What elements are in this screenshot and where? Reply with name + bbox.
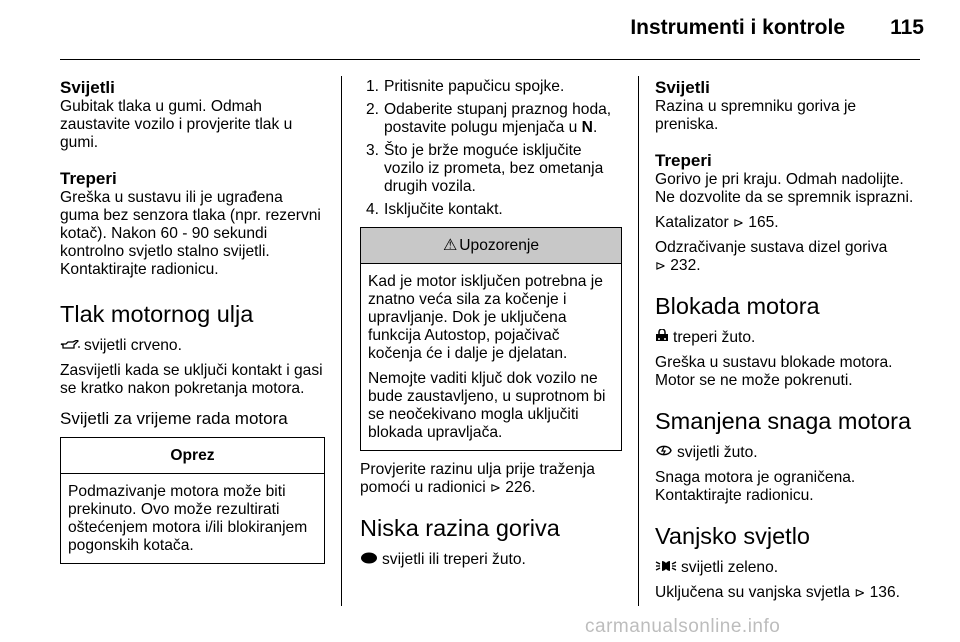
section-title-low-fuel: Niska razina goriva [360, 515, 560, 541]
immobilizer-status: treperi žuto. [673, 329, 756, 346]
warning-box [360, 227, 622, 451]
subheading-svijetli: Svijetli [60, 78, 115, 97]
column-divider [638, 76, 639, 606]
paragraph: Zasvijetli kada se uključi kontakt i gasi se kratko nakon pokretanja motora. [60, 362, 323, 397]
paragraph: Gorivo je pri kraju. Odmah nadolijte. Ne dozvolite da se spremnik isprazni. [655, 171, 914, 206]
section-title-exterior-lights: Vanjsko svjetlo [655, 523, 810, 549]
subheading-svijetli: Svijetli [655, 78, 710, 97]
column-left [60, 78, 325, 574]
page-ref-arrow-icon: ⊳ [854, 585, 866, 600]
page-title: Instrumenti i kontrole [630, 16, 845, 39]
column-divider [341, 76, 342, 606]
paragraph [655, 558, 920, 577]
page-ref-arrow-icon: ⊳ [490, 480, 501, 495]
column-middle [360, 78, 622, 576]
subheading-treperi: Treperi [655, 151, 712, 170]
warning-text: Kad je motor isključen potrebna je znatno veća sila za kočenje i upravljanje. Dok je uključena funkcija Autostop, pojačivač kočenja će i dalje je djelatan. [368, 273, 603, 362]
paragraph: Katalizator ⊳ 165. [655, 214, 779, 231]
list-item: 2. Odaberite stupanj praznog hoda, postavite polugu mjenjača u N. [366, 101, 612, 136]
caution-heading: Oprez [61, 438, 324, 474]
oil-status: svijetli crveno. [84, 337, 182, 354]
paragraph [360, 550, 622, 569]
subheading-treperi: Treperi [60, 169, 117, 188]
column-right [655, 78, 920, 609]
header-divider [60, 59, 920, 60]
steps-list [360, 78, 622, 219]
paragraph: Provjerite razinu ulja prije traženja pomoći u radionici ⊳ 226. [360, 461, 595, 496]
section-title-oil-pressure: Tlak motornog ulja [60, 301, 254, 327]
caution-text: Podmazivanje motora može biti prekinuto. Ovo može rezultirati oštećenjem motora i/ili blokiranjem pogonskih kotača. [68, 483, 308, 554]
power-status: svijetli žuto. [677, 444, 758, 461]
page-number: 115 [890, 16, 924, 39]
oil-can-icon [60, 336, 80, 354]
warning-text: Nemojte vaditi ključ dok vozilo ne bude zaustavljeno, u suprotnom bi se neočekivano mogla uključiti blokada upravljača. [368, 370, 606, 441]
paragraph [60, 336, 325, 355]
section-title-reduced-power: Smanjena snaga motora [655, 408, 912, 434]
page-header [0, 0, 960, 60]
fuel-status: svijetli ili treperi žuto. [382, 551, 526, 568]
paragraph: Snaga motora je ograničena. Kontaktirajte radionicu. [655, 469, 856, 504]
list-item: 4. Isključite kontakt. [366, 201, 503, 218]
paragraph: Razina u spremniku goriva je preniska. [655, 98, 857, 133]
gear-n: N [581, 119, 593, 136]
paragraph: Uključena su vanjska svjetla ⊳ 136. [655, 584, 900, 601]
page-ref-arrow-icon: ⊳ [655, 258, 666, 273]
caution-box [60, 437, 325, 564]
fuel-dot-icon [360, 550, 378, 568]
subheading-running: Svijetli za vrijeme rada motora [60, 409, 288, 428]
warning-heading: ⚠ Upozorenje [361, 228, 621, 264]
warning-triangle-icon: ⚠ [442, 237, 458, 254]
paragraph: Gubitak tlaka u gumi. Odmah zaustavite vozilo i provjerite tlak u gumi. [60, 98, 293, 151]
page-ref-arrow-icon: ⊳ [733, 215, 744, 230]
paragraph: Greška u sustavu ili je ugrađena guma bez senzora tlaka (npr. rezervni kotač). Nakon 60 - 90 sekundi kontrolno svjetlo stalno svijetli. Kontaktirajte radionicu. [60, 189, 321, 278]
paragraph: Odzračivanje sustava dizel goriva ⊳ 232. [655, 239, 888, 274]
lights-status: svijetli zeleno. [681, 559, 779, 576]
exterior-lights-icon [655, 558, 677, 576]
paragraph [655, 443, 920, 462]
paragraph: Greška u sustavu blokade motora. Motor se ne može pokrenuti. [655, 354, 893, 389]
engine-power-icon [655, 443, 673, 461]
watermark: carmanualsonline.info [585, 616, 781, 637]
section-title-immobilizer: Blokada motora [655, 293, 820, 319]
paragraph [655, 328, 920, 347]
list-item: 1. Pritisnite papučicu spojke. [366, 78, 565, 95]
car-lock-icon [655, 328, 669, 346]
list-item: 3. Što je brže moguće isključite vozilo iz prometa, bez ometanja drugih vozila. [366, 142, 604, 195]
